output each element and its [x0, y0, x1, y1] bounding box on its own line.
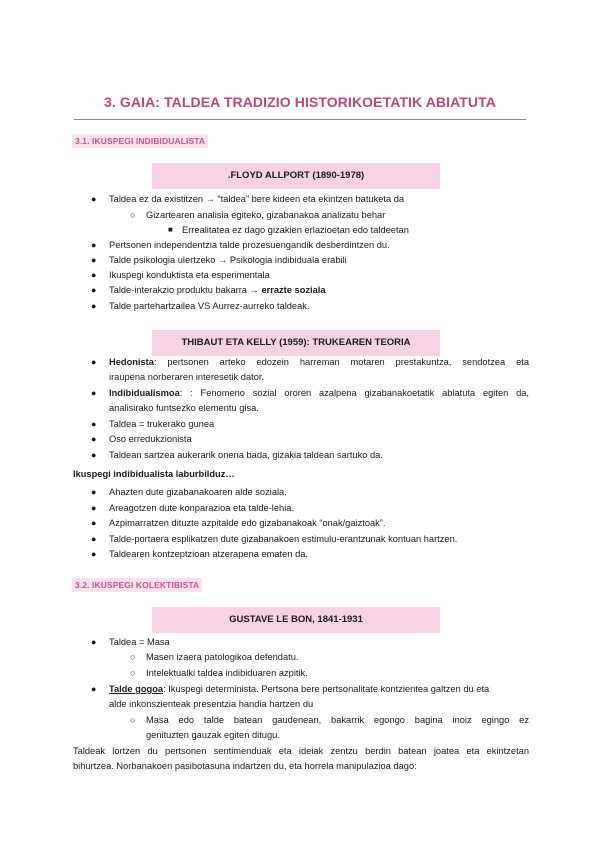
- list-item: Areagotzen dute konparazioa eta talde-lehia.: [109, 503, 295, 513]
- list-item: Talde-portaera esplikatzen dute gizabanakoen estimulu-erantzunak kontuan hartzen.: [109, 534, 458, 544]
- list-item: Taldea = trukerako gunea: [109, 419, 215, 429]
- bullet-icon: ●: [91, 450, 97, 460]
- bullet-icon: ●: [91, 503, 97, 513]
- box-thibaut-kelly: THIBAUT ETA KELLY (1959): TRUKEAREN TEORIA: [152, 330, 440, 356]
- list-item: [109, 683, 489, 695]
- bullet-icon: ●: [91, 270, 97, 280]
- paragraph-line: Taldeak lortzen du pertsonen sentimenduak eta ideiak zentzu berdin batean joatea eta ekintzetan: [73, 746, 529, 756]
- title-underline: [74, 119, 526, 120]
- list-item: Taldea = Masa: [109, 637, 170, 647]
- list-item: [109, 387, 529, 399]
- list-item-continuation: analisirako funtsezko elementu gisa.: [109, 403, 259, 413]
- circle-bullet-icon: ○: [130, 668, 136, 678]
- box-floyd-allport: .FLOYD ALLPORT (1890-1978): [152, 163, 440, 189]
- section-heading-3-2: 3.2. IKUSPEGI KOLEKTIBISTA: [72, 578, 202, 592]
- list-item: Ikuspegi konduktista eta esperimentala: [109, 270, 270, 280]
- bullet-icon: ●: [91, 637, 97, 647]
- paragraph-line: bihurtzea. Norbanakoen pasibotasuna indartzen du, eta horrela manipulazioa dago:: [73, 761, 417, 771]
- bullet-icon: ●: [91, 301, 97, 311]
- bold-term: Indibidualismoa: [109, 388, 180, 398]
- list-item: Talde psikologia ulertzeko → Psikologia indibiduala erabili: [109, 255, 347, 265]
- list-item-continuation: iraupena norberaren interesetik dator.: [109, 372, 265, 382]
- circle-bullet-icon: ○: [130, 715, 136, 725]
- list-item: [109, 284, 326, 296]
- bullet-icon: ●: [91, 357, 97, 367]
- list-item: Masa edo talde batean gaudenean, bakarrik egongo bagina inoiz egingo ez: [146, 715, 529, 725]
- list-item-continuation: genituzten gauzak egiten ditugu.: [146, 730, 280, 740]
- list-item: Intelektualki taldea indibiduaren azpitik.: [146, 668, 308, 678]
- bullet-icon: ●: [91, 255, 97, 265]
- list-item: Gizartearen analisia egiteko, gizabanakoa analizatu behar: [146, 210, 386, 220]
- list-item-text: : Ikuspegi determinista. Pertsona bere pertsonalitate kontzientea galtzen du eta: [163, 684, 490, 694]
- bullet-icon: ●: [91, 518, 97, 528]
- list-item: Errealitatea ez dago gizakien erlazioetan edo taldeetan: [182, 225, 409, 235]
- bold-term: Talde gogoa: [109, 684, 164, 694]
- box-gustave-le-bon: GUSTAVE LE BON, 1841-1931: [152, 607, 440, 633]
- circle-bullet-icon: ○: [130, 652, 136, 662]
- bold-term: errazte soziala: [261, 285, 326, 295]
- list-item: Taldearen kontzeptzioan atzerapena ematen da.: [109, 549, 308, 559]
- summary-heading: Ikuspegi indibidualista laburbilduz…: [73, 469, 235, 479]
- list-item-text: : : Fenomeno sozial ororen azalpena gizabanakoetatik abiatuta egiten da,: [179, 388, 529, 398]
- bullet-icon: ●: [91, 240, 97, 250]
- bullet-icon: ●: [91, 434, 97, 444]
- list-item: Azpimarratzen dituzte azpitalde edo gizabanakoak “onak/gaiztoak”.: [109, 518, 386, 528]
- section-heading-3-1: 3.1. IKUSPEGI INDIBIDUALISTA: [72, 134, 208, 148]
- list-item: [109, 356, 529, 368]
- list-item-text: Talde-interakzio produktu bakarra →: [109, 285, 262, 295]
- bullet-icon: ●: [91, 285, 97, 295]
- list-item-text: : pertsonen arteko edozein harreman motaren prestakuntza, sendotzea eta: [153, 357, 529, 367]
- bullet-icon: ●: [91, 419, 97, 429]
- list-item-continuation: alde inkonszienteak presentzia handia hartzen du: [109, 699, 314, 709]
- circle-bullet-icon: ○: [130, 210, 136, 220]
- bold-term: Hedonista: [109, 357, 154, 367]
- list-item: Taldean sartzea aukerarik onena bada, gizakia taldean sartuko da.: [109, 450, 383, 460]
- list-item: Oso erredukzionista: [109, 434, 192, 444]
- bullet-icon: ●: [91, 388, 97, 398]
- bullet-icon: ●: [91, 684, 97, 694]
- page-title: 3. GAIA: TALDEA TRADIZIO HISTORIKOETATIK ABIATUTA: [104, 94, 496, 110]
- list-item: Masen izaera patologikoa defendatu.: [146, 652, 299, 662]
- list-item: Talde partehartzailea VS Aurrez-aurreko taldeak.: [109, 301, 310, 311]
- bullet-icon: ●: [91, 194, 97, 204]
- list-item: Taldea ez da existitzen → “taldea” bere kideen eta ekintzen batuketa da: [109, 194, 405, 204]
- square-bullet-icon: ■: [168, 225, 173, 234]
- bullet-icon: ●: [91, 549, 97, 559]
- bullet-icon: ●: [91, 487, 97, 497]
- list-item: Pertsonen independentzia talde prozesuengandik desberdintzen du.: [109, 240, 390, 250]
- bullet-icon: ●: [91, 534, 97, 544]
- list-item: Ahazten dute gizabanakoaren alde soziala.: [109, 487, 287, 497]
